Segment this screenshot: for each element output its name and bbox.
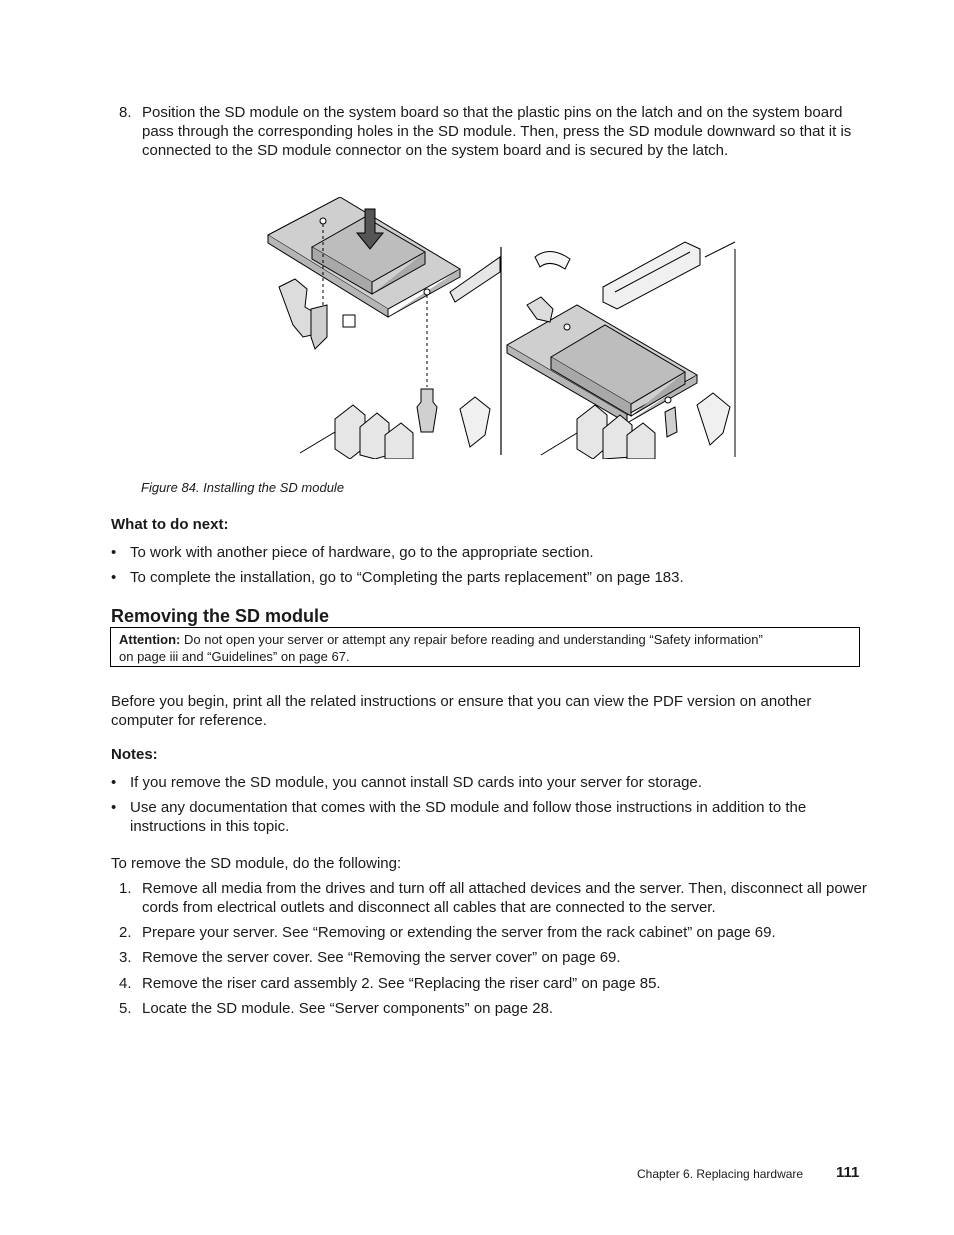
step-text: Prepare your server. See “Removing or extending the server from the rack cabinet” on page 69. — [142, 924, 776, 941]
attention-label: Attention: — [119, 632, 181, 647]
remove-step-2 — [111, 923, 871, 943]
step-text: Remove all media from the drives and turn off all attached devices and the server. Then, disconnect all power cords from electrical outlets and disconnect all cables that are connected to the server. — [142, 880, 867, 916]
bullet-glyph: • — [111, 544, 117, 561]
bullet-glyph: • — [111, 774, 117, 791]
bullet-glyph: • — [111, 799, 117, 816]
remove-step-4 — [111, 974, 871, 994]
list-item-text: Use any documentation that comes with the SD module and follow those instructions in addition to the instructions in this topic. — [130, 799, 807, 835]
list-item-text: To complete the installation, go to “Completing the parts replacement” on page 183. — [130, 569, 684, 586]
footer-chapter: Chapter 6. Replacing hardware — [637, 1167, 804, 1181]
step-number: 2. — [119, 924, 132, 941]
step-text: Locate the SD module. See “Server components” on page 28. — [142, 1000, 554, 1017]
step-number: 3. — [119, 949, 132, 966]
section-title: Removing the SD module — [111, 606, 330, 626]
notes-heading: Notes: — [111, 746, 158, 763]
remove-step-1 — [111, 879, 871, 919]
page-number: 111 — [836, 1164, 860, 1181]
install-step-8 — [111, 103, 871, 163]
remove-step-3 — [111, 948, 871, 968]
intro-paragraph: Before you begin, print all the related instructions or ensure that you can view the PDF version on another computer for reference. — [111, 693, 812, 729]
step-number: 8. — [119, 104, 132, 121]
remove-step-5 — [111, 999, 871, 1019]
what-next-heading: What to do next: — [111, 516, 229, 533]
step-number: 4. — [119, 975, 132, 992]
figure-sd-module-install — [265, 197, 745, 459]
list-item — [111, 543, 851, 563]
steps-lead: To remove the SD module, do the following: — [111, 855, 402, 872]
bullet-glyph: • — [111, 569, 117, 586]
step-text: Remove the server cover. See “Removing the server cover” on page 69. — [142, 949, 621, 966]
list-item-text: To work with another piece of hardware, go to the appropriate section. — [130, 544, 594, 561]
attention-line-1: Do not open your server or attempt any repair before reading and understanding “Safety information” — [180, 632, 763, 647]
figure-caption: Figure 84. Installing the SD module — [141, 480, 345, 495]
list-item — [111, 773, 851, 793]
attention-box — [110, 627, 860, 667]
list-item-text: If you remove the SD module, you cannot install SD cards into your server for storage. — [130, 774, 702, 791]
sd-module-illustration — [265, 197, 745, 459]
attention-line-2: on page iii and “Guidelines” on page 67. — [119, 649, 350, 664]
step-text: Position the SD module on the system board so that the plastic pins on the latch and on the system board pass through the corresponding holes in the SD module. Then, press the SD module downward so that it is connected to the SD module connector on the system board and is secured by the latch. — [142, 104, 852, 159]
step-number: 1. — [119, 880, 132, 897]
step-number: 5. — [119, 1000, 132, 1017]
list-item — [111, 568, 851, 588]
step-text: Remove the riser card assembly 2. See “Replacing the riser card” on page 85. — [142, 975, 661, 992]
list-item — [111, 798, 851, 838]
